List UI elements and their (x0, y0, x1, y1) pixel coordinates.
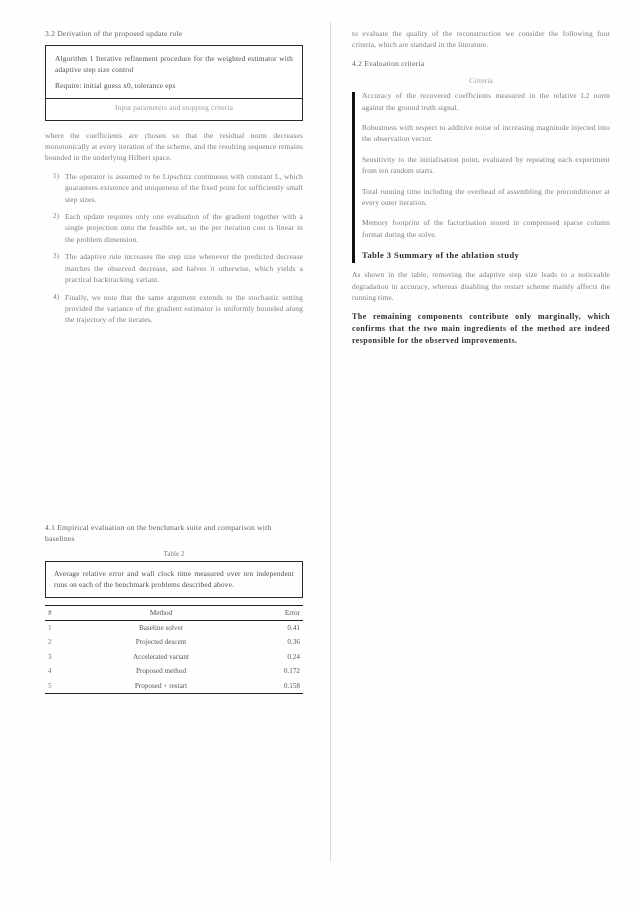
list-item (45, 171, 303, 205)
list-item (45, 292, 303, 326)
left-section-heading: 3.2 Derivation of the proposed update rule (45, 29, 183, 38)
criteria-item: Robustness with respect to additive noise of increasing magnitude injected into the observation vector. (362, 123, 610, 144)
table-header-row (45, 605, 303, 620)
cell-index: 1 (48, 624, 52, 633)
cell-method: Projected descent (135, 638, 187, 647)
list-item (45, 211, 303, 245)
left-column-gap (45, 332, 303, 522)
cell-index: 2 (48, 638, 52, 647)
table-note-text: Average relative error and wall clock time measured over ten independent runs on each of the benchmark problems described above. (54, 568, 294, 590)
cell-value: 0.24 (287, 652, 300, 661)
cell-index: 5 (45, 678, 67, 693)
table-row (45, 678, 303, 693)
bar-list-caption: Criteria (469, 75, 493, 85)
criteria-item: Total running time including the overhead of assembling the preconditioner at every outer iteration. (362, 186, 610, 208)
right-closing-paragraph-1: As shown in the table, removing the adaptive step size leads to a noticeable degradation in accuracy, whereas disabling the restart scheme mainly affects the running time. (352, 270, 610, 303)
criteria-item: Sensitivity to the initialisation point, evaluated by repeating each experiment from ten random starts. (362, 154, 610, 176)
left-column (45, 28, 303, 694)
right-intro-paragraph: to evaluate the quality of the reconstruction we consider the following four criteria, which are standard in the literature. (352, 29, 610, 50)
algorithm-line-1: Algorithm 1 Iterative refinement procedure for the weighted estimator with adaptive step size control (55, 54, 293, 75)
cell-index: 4 (48, 667, 52, 676)
table-col-error: Error (255, 605, 303, 620)
criteria-item: Memory footprint of the factorisation stored in compressed sparse column format during the solve. (362, 218, 610, 239)
algorithm-line-2: Require: initial guess x0, tolerance eps (55, 80, 176, 90)
criteria-item: Accuracy of the recovered coefficients measured in the relative L2 norm against the ground truth signal. (362, 91, 610, 112)
results-table (45, 605, 303, 694)
list-item-text: Finally, we note that the same argument extends to the stochastic setting provided the variance of the gradient estimator is uniformly bounded along the trajectory of the iterates. (65, 292, 303, 325)
cell-value: 0.36 (287, 638, 300, 647)
table-section-heading: 4.1 Empirical evaluation on the benchmark suite and comparison with baselines (45, 522, 272, 543)
cell-value: 0.158 (255, 678, 303, 693)
table-row (45, 650, 303, 664)
column-divider (330, 22, 331, 862)
table-note-box (45, 561, 303, 598)
algorithm-rule (46, 98, 302, 99)
left-paragraph-1: where the coefficients are chosen so that the residual norm decreases monotonically at every iteration of the scheme, and the resulting sequence remains bounded in the underlying Hilbert space. (45, 130, 303, 163)
cell-value: 0.41 (287, 624, 300, 633)
table-row (45, 664, 303, 678)
table-col-method: Method (67, 605, 255, 620)
criteria-list (352, 90, 610, 261)
emphasis-line: Table 3 Summary of the ablation study (362, 250, 520, 261)
numbered-list (45, 171, 303, 326)
right-column (352, 28, 610, 354)
algorithm-caption: Input parameters and stopping criteria (114, 103, 234, 113)
cell-method: Proposed method (135, 667, 187, 676)
cell-method: Proposed + restart (67, 678, 255, 693)
table-row (45, 635, 303, 649)
cell-method: Baseline solver (138, 624, 184, 633)
table-caption-top: Table 2 (163, 549, 185, 558)
table-col-index: # (45, 605, 67, 620)
list-item-text: Each update requires only one evaluation of the gradient together with a single projection onto the feasible set, so the per iteration cost is linear in the problem dimension. (65, 212, 303, 244)
list-item-number: 3) (53, 252, 59, 261)
list-item-number: 2) (53, 212, 59, 221)
cell-index: 3 (48, 652, 52, 661)
list-item-text: The adaptive rule increases the step size whenever the predicted decrease matches the observed decrease, and halves it otherwise, which yields a practical backtracking variant. (65, 252, 303, 285)
list-item-text: The operator is assumed to be Lipschitz continuous with constant L, which guarantees existence and uniqueness of the fixed point for sufficiently small step sizes. (65, 171, 303, 204)
list-item (45, 251, 303, 285)
cell-value: 0.172 (283, 667, 300, 676)
list-item-number: 4) (53, 292, 59, 301)
algorithm-box (45, 45, 303, 121)
table-row (45, 620, 303, 635)
cell-method: Accelerated variant (132, 652, 190, 661)
list-item-number: 1) (53, 171, 59, 180)
right-sub-heading: 4.2 Evaluation criteria (352, 58, 425, 68)
right-closing-paragraph-2: The remaining components contribute only marginally, which confirms that the two main ingredients of the method are indeed responsible for the observed improvements. (352, 311, 610, 345)
results-table-wrap (45, 605, 303, 694)
